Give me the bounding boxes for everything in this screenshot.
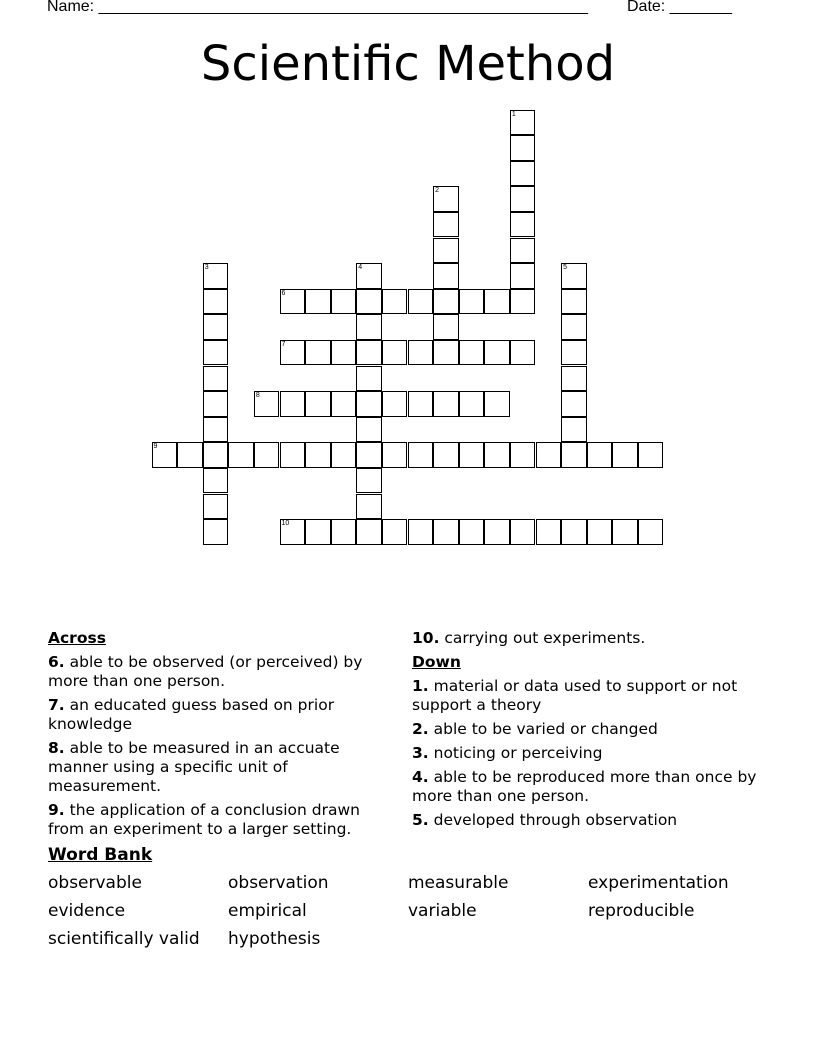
word-bank [48,874,768,949]
crossword-cell[interactable] [356,519,382,545]
crossword-cell[interactable] [408,519,434,545]
name-field-label: Name: _______________________________________________________ [47,0,588,15]
down-clue-1 [412,677,762,715]
crossword-cell[interactable] [177,442,203,468]
crossword-cell[interactable] [510,238,536,264]
word-bank-item: reproducible [588,901,695,921]
clue-number: 2. [412,720,429,738]
crossword-cell[interactable] [510,135,536,161]
crossword-cell[interactable] [305,289,331,315]
crossword-cell[interactable] [203,442,229,468]
crossword-cell[interactable] [382,340,408,366]
clue-number-label: 7 [281,340,286,348]
crossword-cell[interactable] [203,468,229,494]
word-bank-item: measurable [408,873,509,893]
clue-number: 10. [412,629,440,647]
word-bank-item: hypothesis [228,929,321,949]
crossword-cell[interactable] [331,519,357,545]
crossword-cell[interactable] [280,340,306,366]
crossword-cell[interactable] [510,442,536,468]
clue-number-label: 2 [435,187,439,195]
clue-number: 1. [412,677,429,695]
crossword-cell[interactable] [356,340,382,366]
clue-text: carrying out experiments. [439,629,646,647]
clue-number: 8. [48,739,65,757]
crossword-cell[interactable] [356,468,382,494]
crossword-cell[interactable] [459,391,485,417]
crossword-cell[interactable] [408,391,434,417]
down-clue-2 [412,720,762,739]
crossword-cell[interactable] [203,263,229,289]
clue-text: able to be reproduced more than once by more than one person. [412,768,757,805]
crossword-cell[interactable] [536,519,562,545]
crossword-cell[interactable] [587,442,613,468]
crossword-cell[interactable] [561,340,587,366]
crossword-cell[interactable] [484,442,510,468]
across-clue-10 [412,629,762,648]
clue-number-label: 10 [281,520,290,528]
down-clue-3 [412,744,762,763]
crossword-cell[interactable] [433,391,459,417]
crossword-cell[interactable] [612,442,638,468]
crossword-cell[interactable] [561,417,587,443]
crossword-cell[interactable] [433,186,459,212]
crossword-cell[interactable] [408,442,434,468]
crossword-cell[interactable] [356,494,382,520]
clue-number-label: 5 [563,264,567,272]
crossword-cell[interactable] [638,442,664,468]
crossword-cell[interactable] [331,391,357,417]
crossword-cell[interactable] [356,417,382,443]
crossword-cell[interactable] [510,289,536,315]
crossword-cell[interactable] [510,263,536,289]
down-heading: Down [412,653,461,671]
down-clue-5 [412,811,762,830]
crossword-cell[interactable] [561,391,587,417]
crossword-cell[interactable] [203,494,229,520]
clue-number: 6. [48,653,65,671]
clue-number: 4. [412,768,429,786]
crossword-cell[interactable] [228,442,254,468]
clue-number: 5. [412,811,429,829]
crossword-cell[interactable] [433,519,459,545]
crossword-cell[interactable] [510,161,536,187]
crossword-cell[interactable] [408,340,434,366]
crossword-cell[interactable] [510,519,536,545]
clue-number-label: 1 [511,110,516,118]
crossword-cell[interactable] [459,340,485,366]
crossword-cell[interactable] [433,263,459,289]
crossword-cell[interactable] [408,289,434,315]
across-clue-7 [48,696,398,734]
crossword-cell[interactable] [510,110,536,136]
crossword-cell[interactable] [561,442,587,468]
across-clue-6 [48,653,398,691]
clue-text: able to be varied or changed [428,720,658,738]
crossword-cell[interactable] [382,391,408,417]
crossword-cell[interactable] [356,366,382,392]
word-bank-item: experimentation [588,873,729,893]
crossword-cell[interactable] [433,212,459,238]
across-heading: Across [48,629,106,647]
crossword-cell[interactable] [510,186,536,212]
crossword-cell[interactable] [484,391,510,417]
crossword-cell[interactable] [254,442,280,468]
crossword-cell[interactable] [433,442,459,468]
clue-text: the application of a conclusion drawn from an experiment to a larger setting. [48,801,361,838]
crossword-cell[interactable] [484,519,510,545]
crossword-cell[interactable] [203,366,229,392]
crossword-cell[interactable] [305,519,331,545]
crossword-cell[interactable] [356,442,382,468]
clue-number-label: 8 [255,392,260,400]
crossword-cell[interactable] [561,289,587,315]
crossword-cell[interactable] [280,391,306,417]
crossword-cell[interactable] [356,289,382,315]
crossword-cell[interactable] [280,289,306,315]
crossword-cell[interactable] [356,391,382,417]
crossword-cell[interactable] [203,314,229,340]
crossword-cell[interactable] [561,366,587,392]
clue-number: 7. [48,696,65,714]
crossword-cell[interactable] [459,289,485,315]
clue-text: developed through observation [428,811,678,829]
crossword-cell[interactable] [203,340,229,366]
crossword-cell[interactable] [203,417,229,443]
crossword-cell[interactable] [305,391,331,417]
crossword-cell[interactable] [459,442,485,468]
word-bank-item: evidence [48,901,126,921]
word-bank-item: observation [228,873,329,893]
down-clue-4 [412,768,762,806]
crossword-cell[interactable] [433,289,459,315]
crossword-cell[interactable] [433,238,459,264]
crossword-cell[interactable] [203,519,229,545]
clue-number-label: 9 [153,443,158,451]
across-clues [48,629,398,844]
word-bank-item: scientifically valid [48,929,200,949]
date-field-label: Date: _______ [627,0,732,15]
crossword-cell[interactable] [305,340,331,366]
crossword-cell[interactable] [280,442,306,468]
clue-number-label: 3 [204,264,209,272]
crossword-cell[interactable] [510,212,536,238]
crossword-cell[interactable] [356,314,382,340]
crossword-cell[interactable] [484,289,510,315]
crossword-cell[interactable] [433,340,459,366]
crossword-cell[interactable] [561,519,587,545]
clue-number: 3. [412,744,429,762]
clue-number-label: 6 [281,289,286,297]
crossword-cell[interactable] [382,289,408,315]
clue-text: able to be measured in an accuate manner using a specific unit of measurement. [48,739,340,795]
crossword-cell[interactable] [638,519,664,545]
crossword-cell[interactable] [382,442,408,468]
word-bank-item: empirical [228,901,307,921]
crossword-cell[interactable] [510,340,536,366]
crossword-cell[interactable] [356,263,382,289]
crossword-cell[interactable] [280,519,306,545]
crossword-cell[interactable] [561,314,587,340]
clue-text: able to be observed (or perceived) by more than one person. [48,653,363,690]
clue-number-label: 4 [358,264,363,272]
across-clue-8 [48,739,398,796]
crossword-cell[interactable] [203,391,229,417]
crossword-cell[interactable] [536,442,562,468]
crossword-cell[interactable] [203,289,229,315]
word-bank-item: variable [408,901,477,921]
down-clues [412,629,762,835]
crossword-cell[interactable] [433,314,459,340]
crossword-cell[interactable] [587,519,613,545]
word-bank-item: observable [48,873,142,893]
crossword-cell[interactable] [331,340,357,366]
crossword-cell[interactable] [459,519,485,545]
crossword-cell[interactable] [484,340,510,366]
crossword-cell[interactable] [152,442,178,468]
word-bank-title: Word Bank [48,845,153,865]
clue-text: material or data used to support or not support a theory [412,677,738,714]
crossword-cell[interactable] [382,519,408,545]
crossword-cell[interactable] [254,391,280,417]
clue-text: an educated guess based on prior knowledge [48,696,335,733]
crossword-cell[interactable] [561,263,587,289]
crossword-cell[interactable] [612,519,638,545]
crossword-cell[interactable] [305,442,331,468]
clue-text: noticing or perceiving [428,744,603,762]
crossword-cell[interactable] [331,289,357,315]
crossword-cell[interactable] [331,442,357,468]
clue-number: 9. [48,801,65,819]
page-title: Scientific Method [200,36,616,92]
across-clue-9 [48,801,398,839]
